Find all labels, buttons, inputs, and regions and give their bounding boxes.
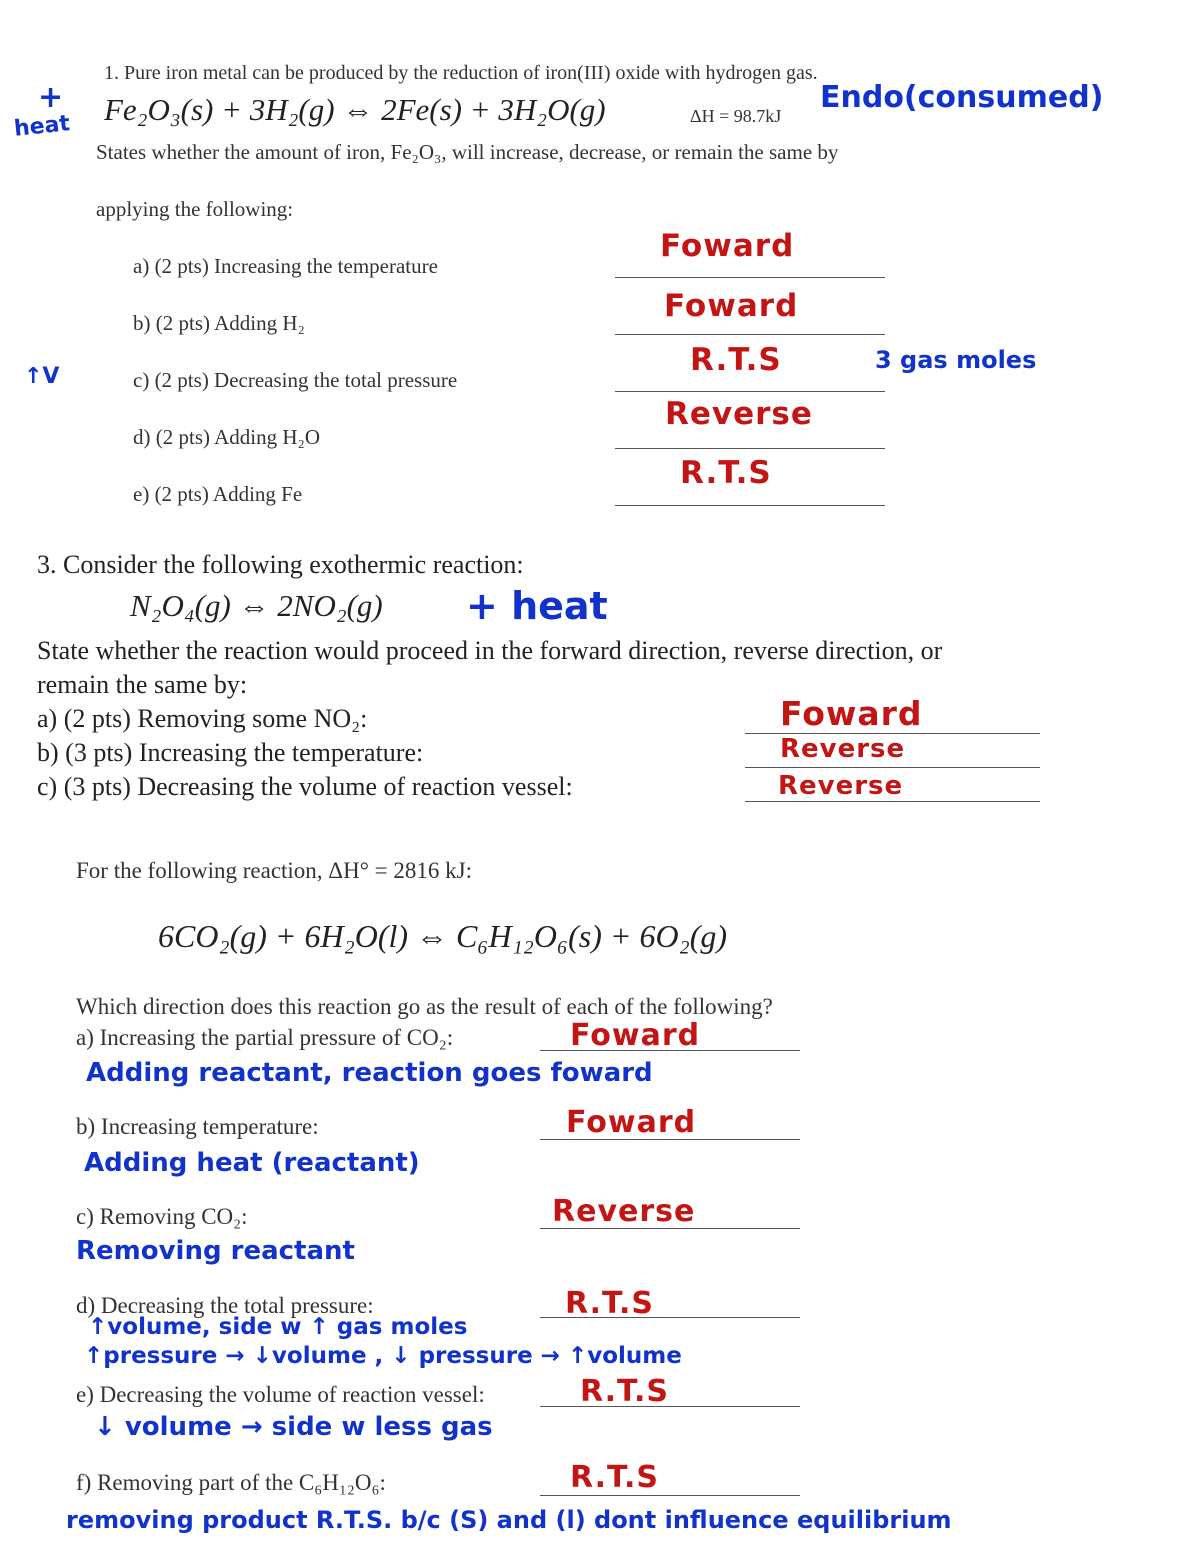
q4-answer-line-b (540, 1139, 800, 1140)
q1-answer-b: Foward (664, 288, 799, 324)
q1-item-d: d) (2 pts) Adding H₂O (133, 425, 320, 449)
q1-instruction-line1: States whether the amount of iron, Fe₂O₃, will increase, decrease, or remain the same by (96, 140, 839, 164)
q4-note-d-1: ↑volume, side w ↑ gas moles (88, 1314, 468, 1340)
q3-item-c: c) (3 pts) Decreasing the volume of reaction vessel: (37, 772, 573, 801)
q3-instruction-line1: State whether the reaction would proceed in the forward direction, reverse direction, or (37, 636, 943, 665)
q1-answer-c: R.T.S (690, 342, 782, 378)
q1-instruction-line2: applying the following: (96, 197, 294, 221)
q4-intro: For the following reaction, ΔH° = 2816 kJ: (76, 858, 472, 883)
q4-note-c: Removing reactant (76, 1236, 355, 1266)
q1-answer-d: Reverse (665, 396, 813, 432)
q4-answer-b: Foward (566, 1105, 697, 1140)
q3-title: 3. Consider the following exothermic reaction: (37, 550, 524, 579)
q3-instruction-line2: remain the same by: (37, 670, 248, 699)
q1-item-e: e) (2 pts) Adding Fe (133, 482, 303, 506)
q4-equation: 6CO₂(g) + 6H₂O(l) ⇔ C₆H₁₂O₆(s) + 6O₂(g) (158, 918, 727, 954)
q3-equation: N₂O₄(g) ⇔ 2NO₂(g) (130, 588, 383, 623)
q3-heat-note: + heat (466, 584, 608, 628)
q4-item-b: b) Increasing temperature: (76, 1114, 319, 1139)
q4-note-e: ↓ volume → side w less gas (94, 1412, 493, 1442)
q1-item-a: a) (2 pts) Increasing the temperature (133, 254, 438, 278)
q1-endo-note: Endo(consumed) (820, 80, 1104, 115)
q4-item-a: a) Increasing the partial pressure of CO₂: (76, 1025, 454, 1050)
q3-answer-b: Reverse (780, 734, 906, 764)
q1-answer-line-c (615, 391, 885, 392)
q1-gas-moles-note: 3 gas moles (875, 346, 1037, 374)
q4-answer-d: R.T.S (565, 1286, 654, 1321)
q4-answer-c: Reverse (552, 1194, 696, 1229)
q1-title: 1. Pure iron metal can be produced by the reduction of iron(III) oxide with hydrogen gas. (104, 62, 818, 84)
q4-note-a: Adding reactant, reaction goes foward (86, 1058, 653, 1088)
q4-answer-line-c (540, 1228, 800, 1229)
q3-answer-line-c (745, 801, 1040, 802)
q1-delta-h: ΔH = 98.7kJ (690, 106, 782, 126)
q4-answer-f: R.T.S (570, 1460, 659, 1495)
q1-plus-note: + (38, 80, 64, 115)
q1-heat-note: heat (12, 111, 72, 142)
q3-item-b: b) (3 pts) Increasing the temperature: (37, 738, 424, 767)
q4-note-f: removing product R.T.S. b/c (S) and (l) dont influence equilibrium (66, 1506, 952, 1534)
q4-answer-e: R.T.S (580, 1374, 669, 1409)
q4-item-e: e) Decreasing the volume of reaction vessel: (76, 1382, 485, 1407)
q4-note-d-2: ↑pressure → ↓volume , ↓ pressure → ↑volume (84, 1343, 682, 1369)
q1-answer-e: R.T.S (680, 455, 772, 491)
q4-question: Which direction does this reaction go as the result of each of the following? (76, 994, 773, 1019)
q4-answer-line-d (540, 1317, 800, 1318)
q1-answer-a: Foward (660, 228, 795, 264)
q1-answer-line-b (615, 334, 885, 335)
q3-answer-line-b (745, 767, 1040, 768)
q4-item-d: d) Decreasing the total pressure: (76, 1293, 374, 1318)
q4-answer-a: Foward (570, 1018, 701, 1053)
q1-arrow-v-note: ↑V (24, 364, 60, 389)
q4-answer-line-e (540, 1406, 800, 1407)
q3-answer-c: Reverse (778, 771, 904, 801)
q1-answer-line-d (615, 448, 885, 449)
q4-item-f: f) Removing part of the C₆H₁₂O₆: (76, 1470, 386, 1495)
q1-answer-line-e (615, 505, 885, 506)
q1-item-b: b) (2 pts) Adding H₂ (133, 311, 305, 335)
q1-answer-line-a (615, 277, 885, 278)
q4-answer-line-a (540, 1050, 800, 1051)
q1-item-c: c) (2 pts) Decreasing the total pressure (133, 368, 458, 392)
q3-answer-a: Foward (780, 694, 923, 733)
q1-equation: Fe₂O₃(s) + 3H₂(g) ⇔ 2Fe(s) + 3H₂O(g) (104, 92, 606, 127)
q4-answer-line-f (540, 1495, 800, 1496)
q3-item-a: a) (2 pts) Removing some NO₂: (37, 704, 368, 733)
q4-item-c: c) Removing CO₂: (76, 1204, 248, 1229)
q4-note-b: Adding heat (reactant) (84, 1148, 420, 1178)
